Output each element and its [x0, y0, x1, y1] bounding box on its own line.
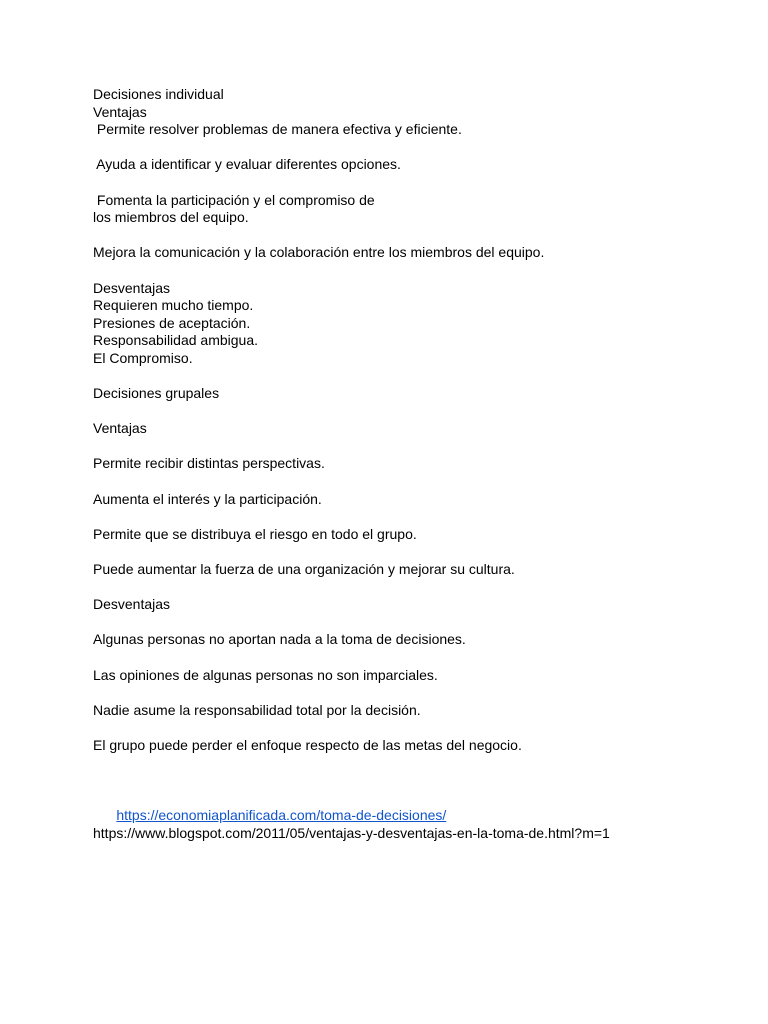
advantages-label-individual: Ventajas [93, 103, 147, 120]
group-advantage-4: Puede aumentar la fuerza de una organización y mejorar su cultura. [93, 561, 515, 578]
source-url-blogspot: https://www.blogspot.com/2011/05/ventajas-y-desventajas-en-la-toma-de.html?m=1 [93, 824, 610, 841]
individual-disadvantage-4: El Compromiso. [93, 349, 193, 366]
group-disadvantage-4: El grupo puede perder el enfoque respecto de las metas del negocio. [93, 736, 522, 753]
spacer [93, 579, 733, 597]
spacer [93, 719, 733, 737]
source-link-row-1 [93, 790, 733, 824]
spacer [93, 473, 733, 491]
individual-disadvantage-1: Requieren mucho tiempo. [93, 297, 254, 314]
disadvantages-label-group: Desventajas [93, 596, 171, 613]
individual-advantage-3: Fomenta la participación y el compromiso de [93, 191, 375, 208]
spacer [93, 139, 733, 157]
spacer [93, 227, 733, 245]
advantages-label-group: Ventajas [93, 420, 147, 437]
spacer [93, 508, 733, 526]
individual-advantage-1: Permite resolver problemas de manera efectiva y eficiente. [93, 121, 462, 138]
spacer [93, 403, 733, 421]
group-advantage-3: Permite que se distribuya el riesgo en todo el grupo. [93, 525, 417, 542]
spacer [93, 262, 733, 280]
individual-advantage-3-cont: los miembros del equipo. [93, 209, 249, 226]
group-disadvantage-3: Nadie asume la responsabilidad total por la decisión. [93, 701, 421, 718]
spacer [93, 649, 733, 667]
group-advantage-1: Permite recibir distintas perspectivas. [93, 455, 325, 472]
document-body [93, 86, 733, 843]
source-link-economiaplanificada[interactable]: https://economiaplanificada.com/toma-de-decisiones/ [116, 807, 447, 824]
spacer [93, 174, 733, 192]
spacer [93, 438, 733, 456]
spacer [93, 755, 733, 790]
individual-disadvantage-3: Responsabilidad ambigua. [93, 332, 258, 349]
spacer [93, 543, 733, 561]
group-disadvantage-2: Las opiniones de algunas personas no son imparciales. [93, 666, 438, 683]
individual-advantage-2: Ayuda a identificar y evaluar diferentes opciones. [93, 156, 401, 173]
spacer [93, 684, 733, 702]
section-heading-individual: Decisiones individual [93, 86, 224, 102]
disadvantages-label-individual: Desventajas [93, 279, 171, 296]
section-heading-group: Decisiones grupales [93, 385, 220, 402]
group-disadvantage-1: Algunas personas no aportan nada a la toma de decisiones. [93, 631, 466, 648]
group-advantage-2: Aumenta el interés y la participación. [93, 490, 322, 507]
individual-advantage-4: Mejora la comunicación y la colaboración entre los miembros del equipo. [93, 244, 545, 261]
spacer [93, 614, 733, 632]
individual-disadvantage-2: Presiones de aceptación. [93, 314, 251, 331]
spacer [93, 368, 733, 386]
